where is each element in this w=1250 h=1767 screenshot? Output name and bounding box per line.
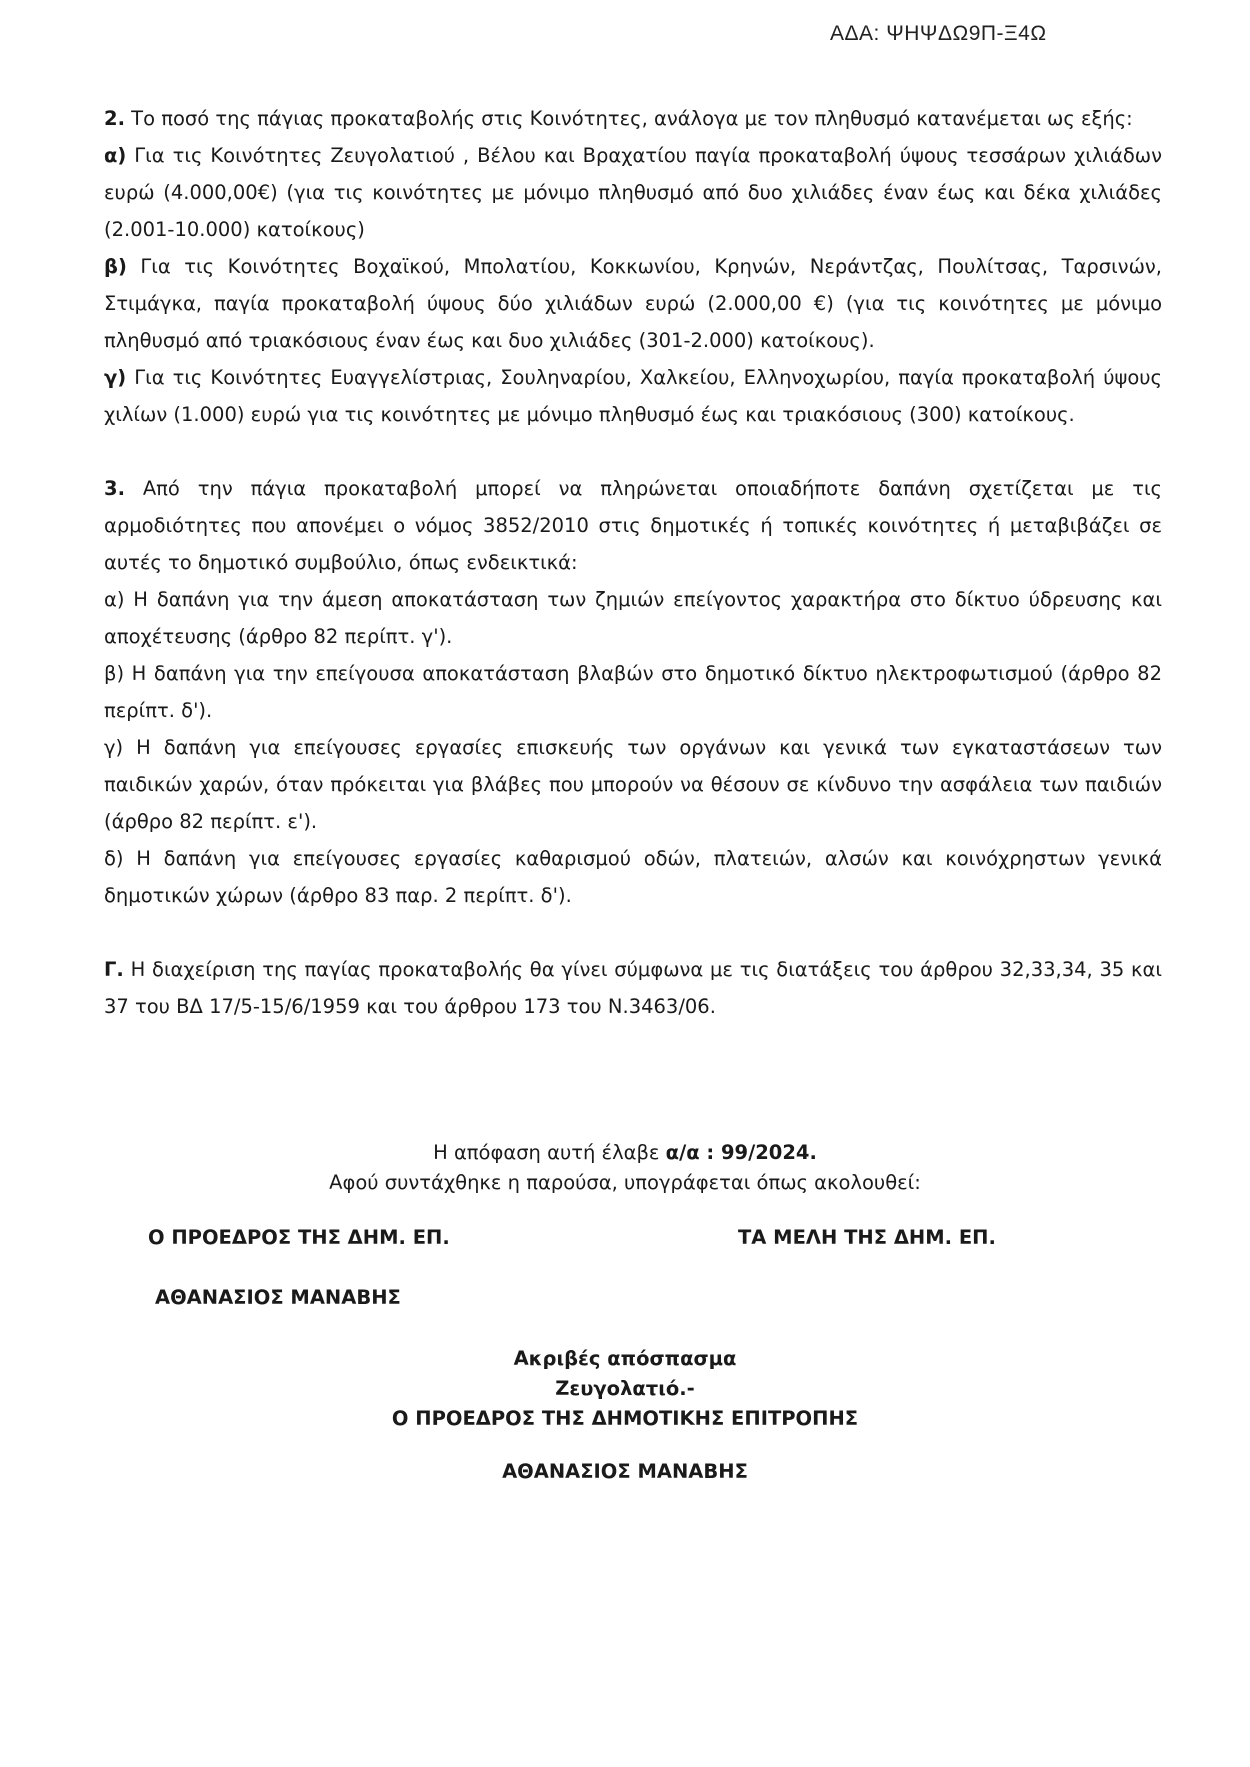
section-2-item-b	[104, 248, 1162, 359]
extract-line-3: Ο ΠΡΟΕΔΡΟΣ ΤΗΣ ΔΗΜΟΤΙΚΗΣ ΕΠΙΤΡΟΠΗΣ	[391, 1407, 859, 1430]
extract-president-name: ΑΘΑΝΑΣΙΟΣ ΜΑΝΑΒΗΣ	[502, 1460, 748, 1483]
section-g-number: Γ.	[104, 958, 124, 981]
section-2-item-g	[104, 359, 1162, 433]
item-b-label: β)	[104, 255, 127, 278]
extract-line-2: Ζευγολατιό.-	[555, 1377, 695, 1400]
extract-line-1: Ακριβές απόσπασμα	[513, 1347, 737, 1370]
item-b-text: Για τις Κοινότητες Βοχαϊκού, Μπολατίου, Κοκκωνίου, Κρηνών, Νεράντζας, Πουλίτσας, Ταρσινών, Στιμάγκα, παγία προκαταβολή ύψους δύο χιλιάδων ευρώ (2.000,00 €) (για τις κοινότητες με μόνιμο πληθυσμό από τριακόσιους έναν έως και δυο χιλιάδες (301-2.000) κατοίκους).	[104, 255, 1162, 352]
item-g-text: Για τις Κοινότητες Ευαγγελίστριας, Σουληναρίου, Χαλκείου, Ελληνοχωρίου, παγία προκαταβολή ύψους χιλίων (1.000) ευρώ για τις κοινότητες με μόνιμο πληθυσμό έως και τριακόσιους (300) κατοίκους.	[104, 366, 1162, 426]
section-2-intro	[104, 100, 1162, 137]
decision-signed-line: Αφού συντάχθηκε η παρούσα, υπογράφεται όπως ακολουθεί:	[329, 1171, 921, 1194]
section-g	[104, 951, 1162, 1025]
section-3-item: β) Η δαπάνη για την επείγουσα αποκατάσταση βλαβών στο δημοτικό δίκτυο ηλεκτροφωτισμού (άρθρο 82 περίπτ. δ').	[104, 662, 1162, 722]
section-2-item-a	[104, 137, 1162, 248]
section-2-intro-text: Το ποσό της πάγιας προκαταβολής στις Κοινότητες, ανάλογα με τον πληθυσμό κατανέμεται ως εξής:	[124, 107, 1133, 130]
section-3-item: α) Η δαπάνη για την άμεση αποκατάσταση των ζημιών επείγοντος χαρακτήρα στο δίκτυο ύδρευσης και αποχέτευσης (άρθρο 82 περίπτ. γ').	[104, 588, 1162, 648]
ada-code: ΑΔΑ: ΨΗΨΔΩ9Π-Ξ4Ω	[830, 22, 1047, 45]
section-3-intro-text: Από την πάγια προκαταβολή μπορεί να πληρώνεται οποιαδήποτε δαπάνη σχετίζεται με τις αρμοδιότητες που απονέμει ο νόμος 3852/2010 στις δημοτικές ή τοπικές κοινότητες ή μεταβιβάζει σε αυτές το δημοτικό συμβούλιο, όπως ενδεικτικά:	[104, 477, 1162, 574]
members-title: ΤΑ ΜΕΛΗ ΤΗΣ ΔΗΜ. ΕΠ.	[738, 1226, 996, 1249]
spacer	[104, 914, 1162, 951]
decision-prefix: Η απόφαση αυτή έλαβε	[433, 1141, 666, 1164]
extract-block	[0, 1344, 1250, 1434]
decision-number-line	[0, 1138, 1250, 1168]
section-2-number: 2.	[104, 107, 125, 130]
section-g-text: Η διαχείριση της παγίας προκαταβολής θα γίνει σύμφωνα με τις διατάξεις του άρθρου 32,33,34, 35 και 37 του ΒΔ 17/5-15/6/1959 και του άρθρου 173 του Ν.3463/06.	[104, 958, 1162, 1018]
decision-block	[0, 1138, 1250, 1198]
section-3-intro	[104, 470, 1162, 581]
president-title: Ο ΠΡΟΕΔΡΟΣ ΤΗΣ ΔΗΜ. ΕΠ.	[148, 1226, 450, 1249]
item-g-label: γ)	[104, 366, 127, 389]
item-a-text: Για τις Κοινότητες Ζευγολατιού , Βέλου και Βραχατίου παγία προκαταβολή ύψους τεσσάρων χιλιάδων ευρώ (4.000,00€) (για τις κοινότητες με μόνιμο πληθυσμό από δυο χιλιάδες έναν έως και δέκα χιλιάδες (2.001-10.000) κατοίκους)	[104, 144, 1162, 241]
decision-number: α/α : 99/2024.	[665, 1141, 817, 1164]
section-3-item: γ) Η δαπάνη για επείγουσες εργασίες επισκευής των οργάνων και γενικά των εγκαταστάσεων των παιδικών χαρών, όταν πρόκειται για βλάβες που μπορούν να θέσουν σε κίνδυνο την ασφάλεια των παιδιών (άρθρο 82 περίπτ. ε').	[104, 736, 1162, 833]
section-3-number: 3.	[104, 477, 125, 500]
item-a-label: α)	[104, 144, 127, 167]
section-3-item: δ) Η δαπάνη για επείγουσες εργασίες καθαρισμού οδών, πλατειών, αλσών και κοινόχρηστων γενικά δημοτικών χώρων (άρθρο 83 παρ. 2 περίπτ. δ').	[104, 847, 1162, 907]
president-name: ΑΘΑΝΑΣΙΟΣ ΜΑΝΑΒΗΣ	[155, 1286, 401, 1309]
document-body	[104, 100, 1162, 1025]
spacer	[104, 433, 1162, 470]
